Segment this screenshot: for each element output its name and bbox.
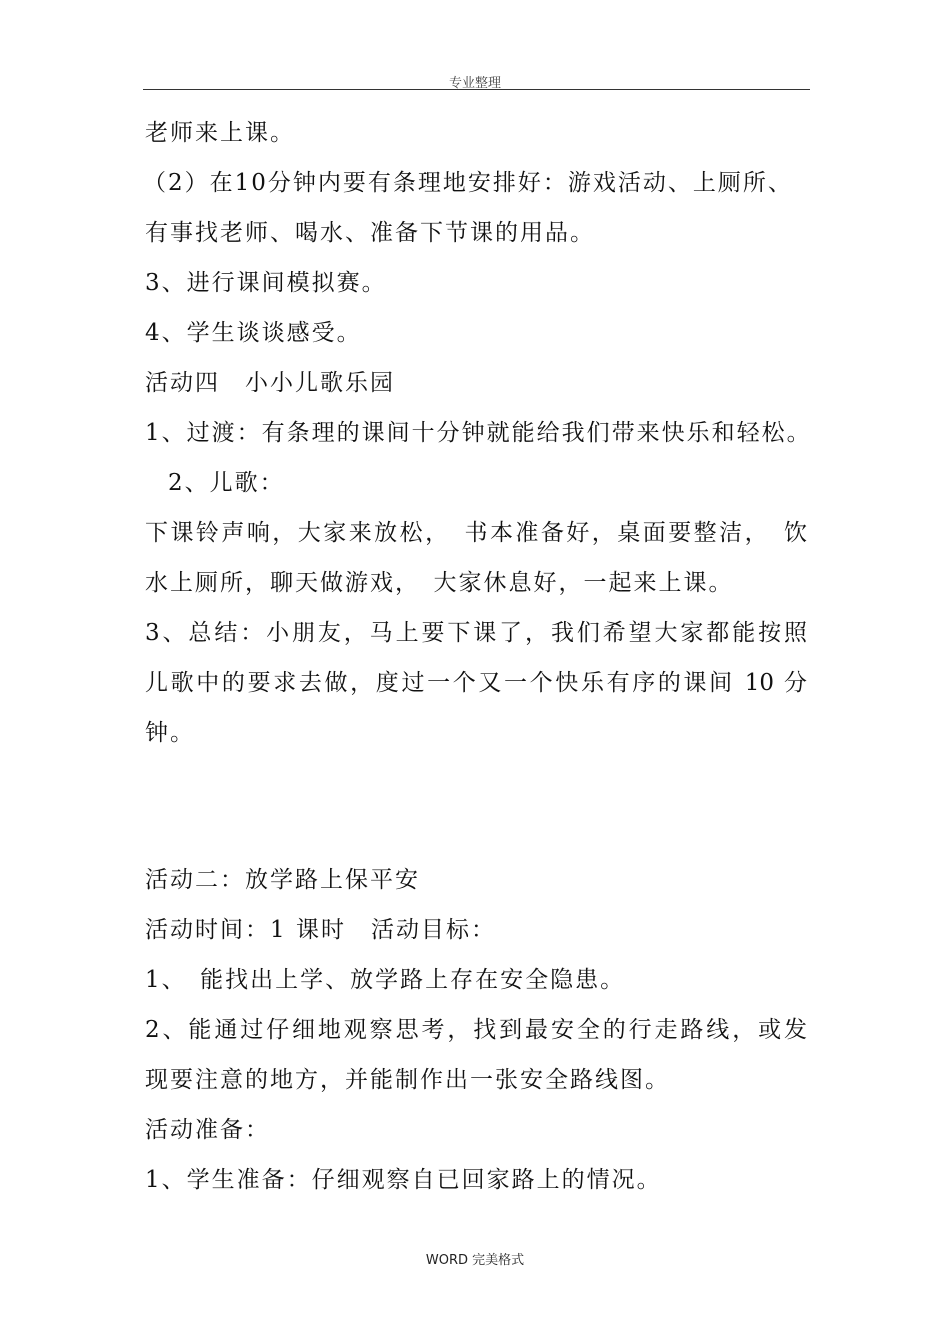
text-line: 3、总结：小朋友，马上要下课了，我们希望大家都能按照 — [145, 620, 807, 646]
text-line: 4、学生谈谈感受。 — [145, 320, 362, 346]
text-line: 现要注意的地方，并能制作出一张安全路线图。 — [145, 1067, 670, 1093]
header-rule — [143, 89, 810, 90]
text-line: （2）在10分钟内要有条理地安排好：游戏活动、上厕所、 — [143, 170, 793, 196]
section-heading: 活动四 小小儿歌乐园 — [145, 370, 395, 396]
text-line: 老师来上课。 — [145, 120, 295, 146]
page-footer: WORD 完美格式 — [425, 1253, 525, 1268]
text-line: 活动准备： — [145, 1117, 270, 1143]
text-line: 钟。 — [145, 720, 195, 746]
text-line: 2、能通过仔细地观察思考，找到最安全的行走路线，或发 — [145, 1017, 807, 1043]
text-line: 3、进行课间模拟赛。 — [145, 270, 387, 296]
section-heading: 活动二：放学路上保平安 — [145, 867, 420, 893]
text-line: 2、儿歌： — [168, 470, 285, 496]
text-line: 儿歌中的要求去做，度过一个又一个快乐有序的课间 10 分 — [145, 670, 807, 696]
text-line: 1、学生准备：仔细观察自已回家路上的情况。 — [145, 1167, 662, 1193]
text-line: 下课铃声响，大家来放松， 书本准备好，桌面要整洁， 饮 — [145, 520, 807, 546]
text-line: 1、 能找出上学、放学路上存在安全隐患。 — [145, 967, 626, 993]
text-line: 水上厕所，聊天做游戏， 大家休息好，一起来上课。 — [145, 570, 734, 596]
header-text: 专业整理 — [448, 76, 501, 91]
text-line: 有事找老师、喝水、准备下节课的用品。 — [145, 220, 595, 246]
text-line: 1、过渡：有条理的课间十分钟就能给我们带来快乐和轻松。 — [145, 420, 812, 446]
text-line: 活动时间：1 课时 活动目标： — [145, 917, 496, 943]
